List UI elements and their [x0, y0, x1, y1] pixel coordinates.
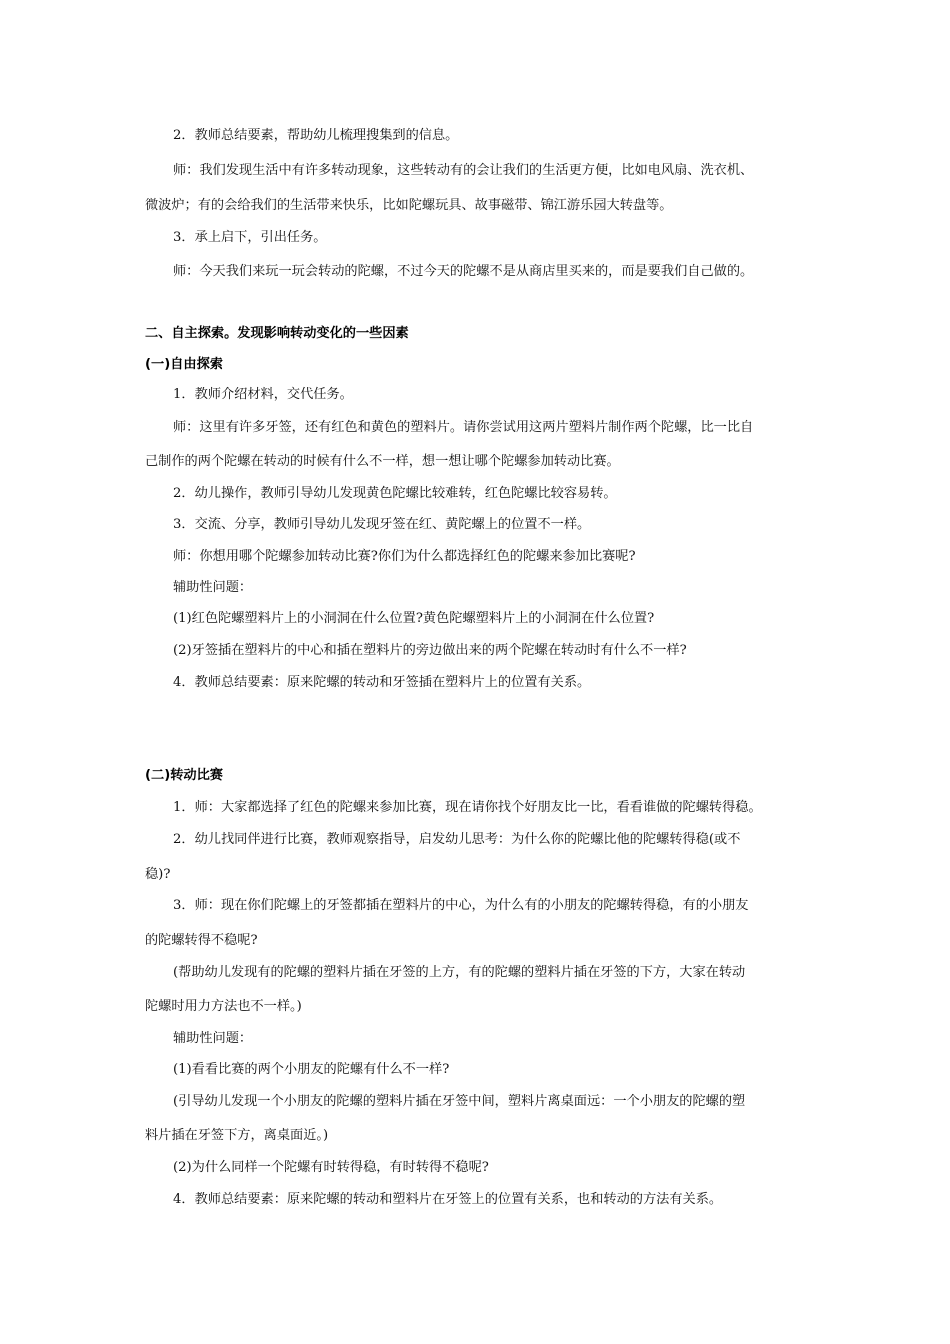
paragraph-guide-note-a: (引导幼儿发现一个小朋友的陀螺的塑料片插在牙签中间，塑料片离桌面远：一个小朋友的陀螺的塑: [173, 1094, 746, 1109]
paragraph-step-3: 3．承上启下，引出任务。: [173, 230, 327, 245]
paragraph-materials: 1．教师介绍材料，交代任务。: [173, 387, 353, 402]
paragraph-competition-3b: 的陀螺转得不稳呢?: [145, 933, 258, 948]
paragraph-help-note-a: (帮助幼儿发现有的陀螺的塑料片插在牙签的上方，有的陀螺的塑料片插在牙签的下方，大家在转动: [173, 965, 746, 980]
paragraph-competition-1: 1．师：大家都选择了红色的陀螺来参加比赛，现在请你找个好朋友比一比，看看谁做的陀螺转得稳。: [173, 800, 762, 815]
paragraph-aux-question-1: (1)红色陀螺塑料片上的小洞洞在什么位置?黄色陀螺塑料片上的小洞洞在什么位置?: [173, 611, 655, 626]
paragraph-child-operation: 2．幼儿操作，教师引导幼儿发现黄色陀螺比较难转，红色陀螺比较容易转。: [173, 486, 617, 501]
paragraph-teacher-line-1: 师：我们发现生活中有许多转动现象，这些转动有的会让我们的生活更方便，比如电风扇、洗衣机、: [173, 163, 754, 178]
section-heading-2: 二、自主探索。发现影响转动变化的一些因素: [145, 326, 409, 341]
paragraph-aux-question-4: (2)为什么同样一个陀螺有时转得稳，有时转得不稳呢?: [173, 1160, 489, 1175]
paragraph-step-2-summary: 2．教师总结要素，帮助幼儿梳理搜集到的信息。: [173, 128, 459, 143]
paragraph-aux-questions-label: 辅助性问题：: [173, 580, 253, 595]
paragraph-competition-3a: 3．师：现在你们陀螺上的牙签都插在塑料片的中心，为什么有的小朋友的陀螺转得稳，有的小朋友: [173, 898, 749, 913]
paragraph-teacher-line-2: 微波炉；有的会给我们的生活带来快乐，比如陀螺玩具、故事磁带、锦江游乐园大转盘等。: [145, 198, 673, 213]
paragraph-teacher-task-1: 师：这里有许多牙签，还有红色和黄色的塑料片。请你尝试用这两片塑料片制作两个陀螺，比一比自: [173, 420, 754, 435]
paragraph-summary-2: 4．教师总结要素：原来陀螺的转动和塑料片在牙签上的位置有关系，也和转动的方法有关系。: [173, 1192, 723, 1207]
paragraph-share: 3．交流、分享，教师引导幼儿发现牙签在红、黄陀螺上的位置不一样。: [173, 517, 591, 532]
paragraph-teacher-question: 师：你想用哪个陀螺参加转动比赛?你们为什么都选择红色的陀螺来参加比赛呢?: [173, 549, 636, 564]
paragraph-summary-1: 4．教师总结要素：原来陀螺的转动和牙签插在塑料片上的位置有关系。: [173, 675, 591, 690]
paragraph-aux-question-3: (1)看看比赛的两个小朋友的陀螺有什么不一样?: [173, 1062, 450, 1077]
paragraph-teacher-task-2: 己制作的两个陀螺在转动的时候有什么不一样，想一想让哪个陀螺参加转动比赛。: [145, 454, 620, 469]
paragraph-help-note-b: 陀螺时用力方法也不一样。): [145, 999, 302, 1014]
paragraph-competition-2b: 稳)?: [145, 867, 171, 882]
paragraph-aux-questions-label-2: 辅助性问题：: [173, 1031, 253, 1046]
paragraph-aux-question-2: (2)牙签插在塑料片的中心和插在塑料片的旁边做出来的两个陀螺在转动时有什么不一样?: [173, 643, 687, 658]
subsection-heading-free-explore: (一)自由探索: [145, 357, 223, 372]
paragraph-guide-note-b: 料片插在牙签下方，离桌面近。): [145, 1128, 329, 1143]
paragraph-teacher-intro: 师：今天我们来玩一玩会转动的陀螺，不过今天的陀螺不是从商店里买来的，而是要我们自己做的。: [173, 264, 754, 279]
paragraph-competition-2a: 2．幼儿找同伴进行比赛，教师观察指导，启发幼儿思考：为什么你的陀螺比他的陀螺转得稳(或不: [173, 832, 741, 847]
subsection-heading-competition: (二)转动比赛: [145, 768, 223, 783]
